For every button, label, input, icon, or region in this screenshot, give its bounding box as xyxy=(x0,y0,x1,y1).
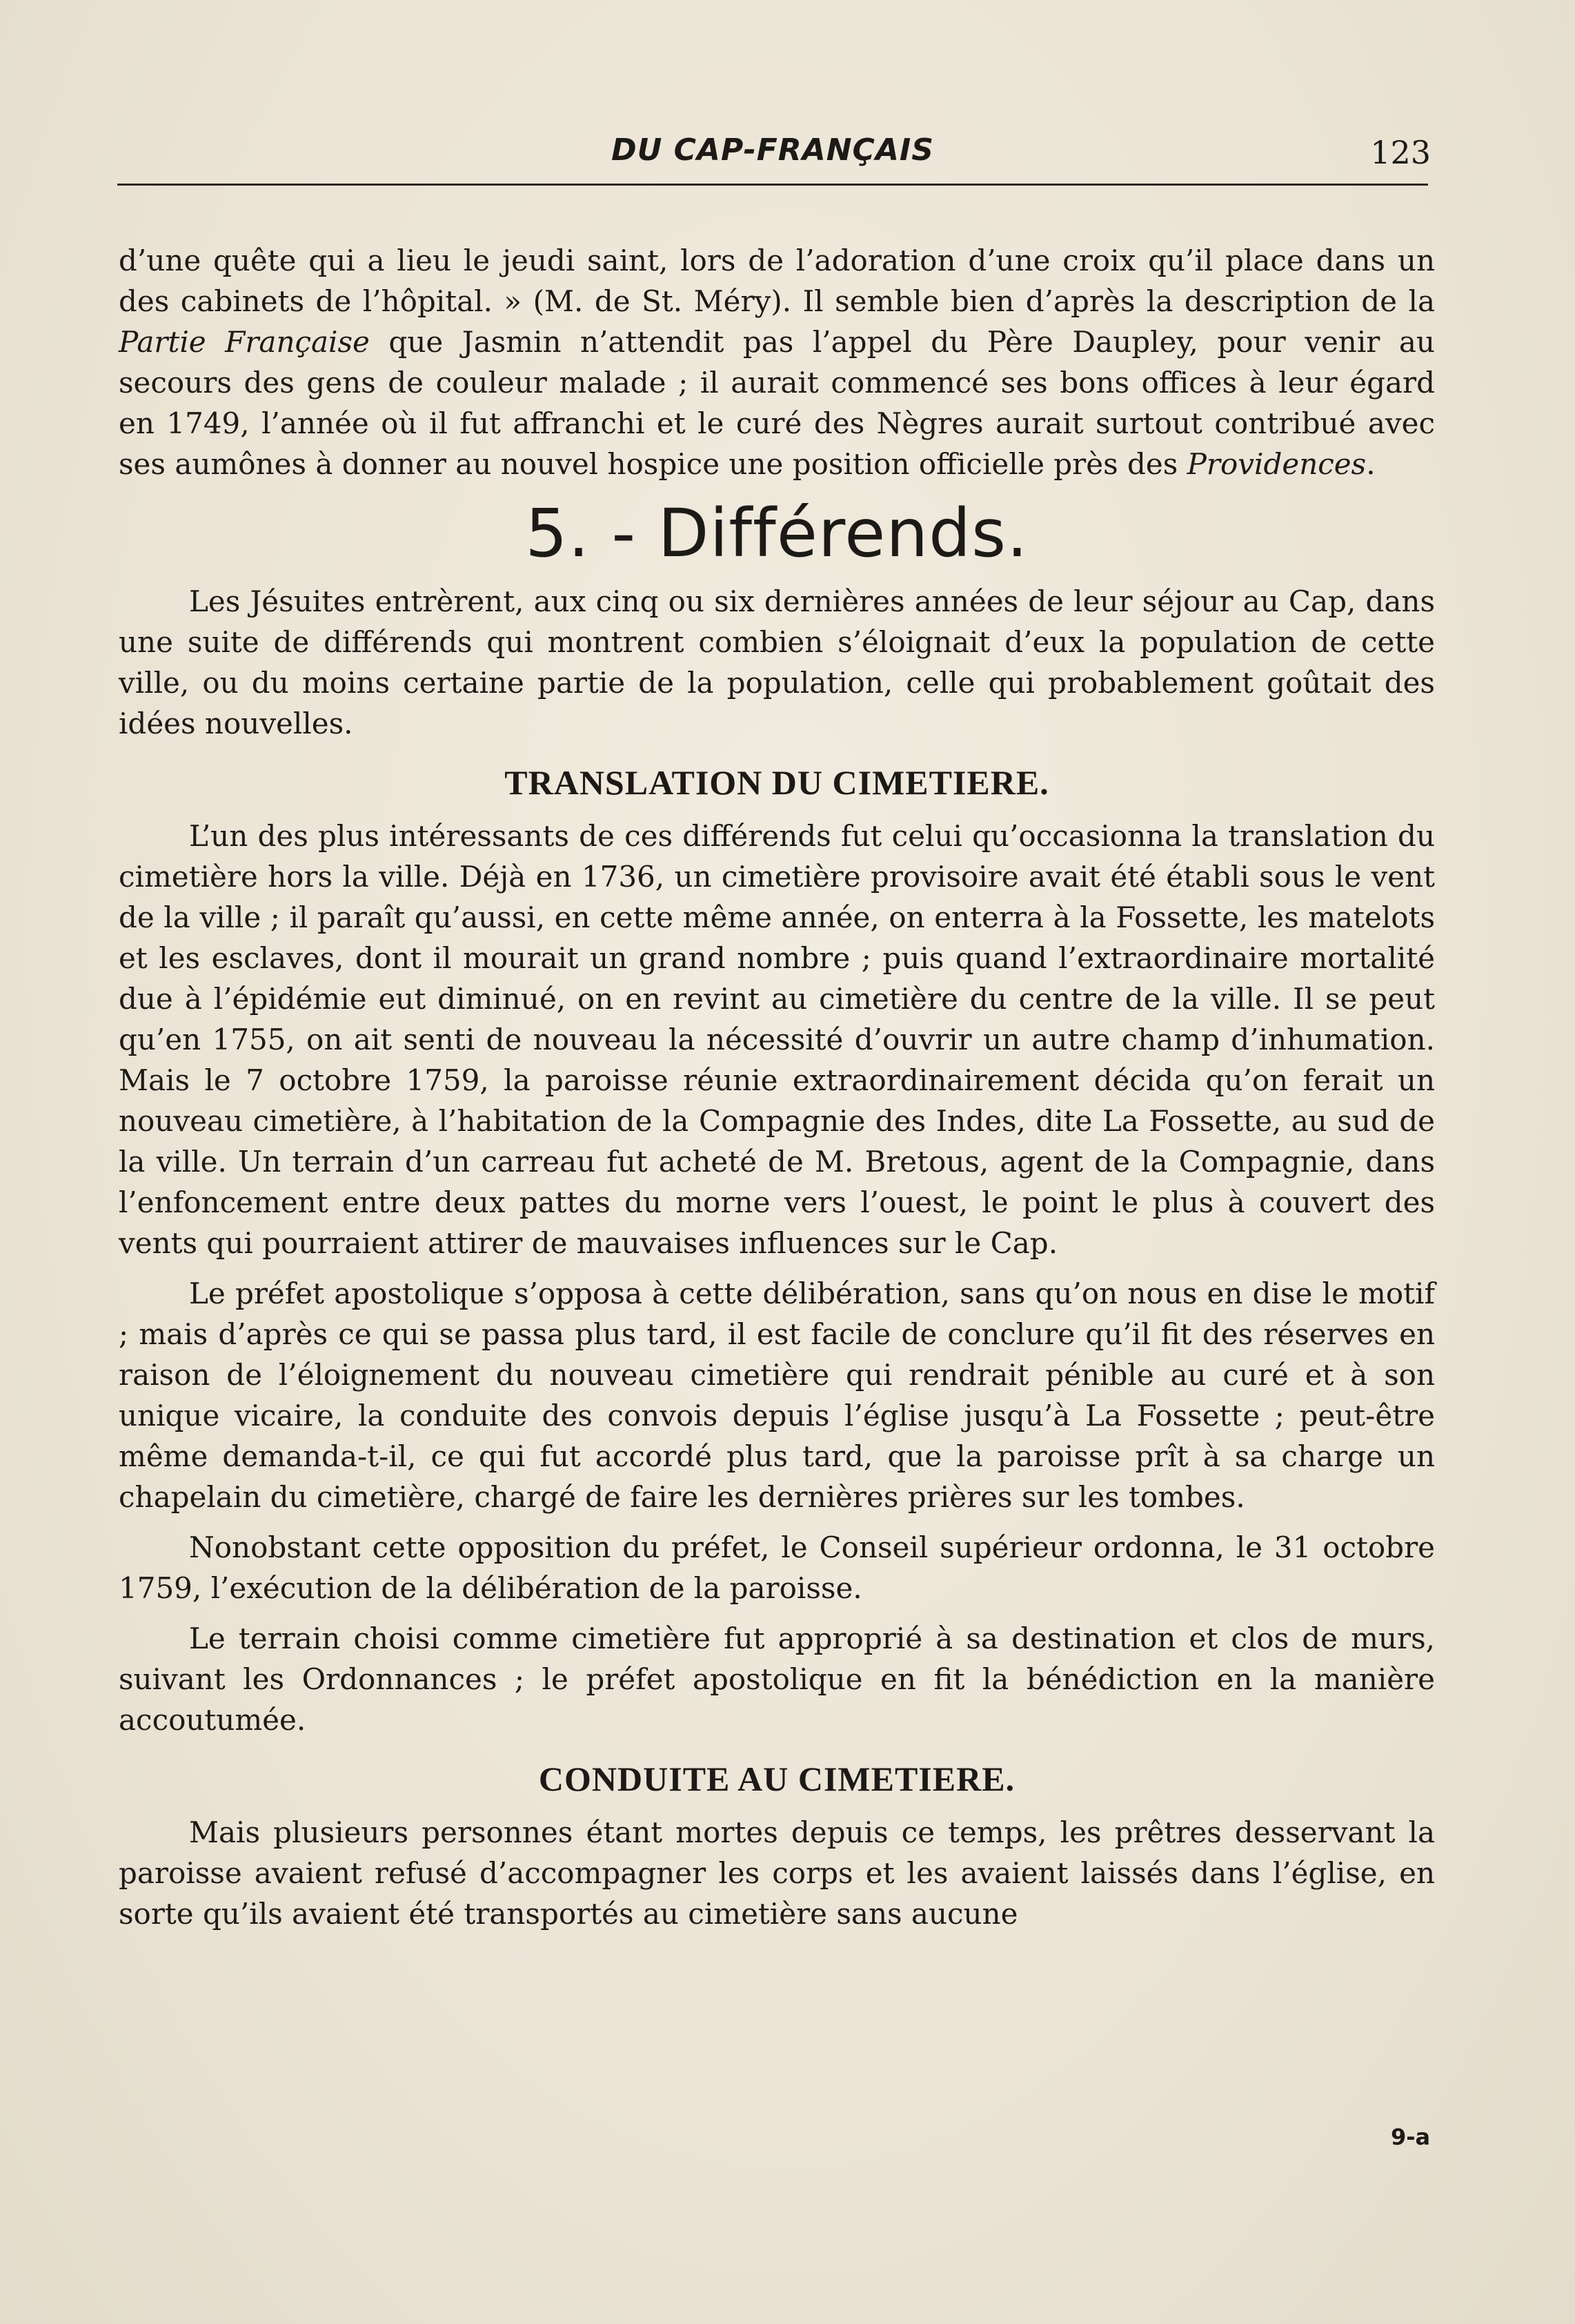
translation-paragraph-4: Le terrain choisi comme cimetière fut approprié à sa destination et clos de murs, suivant les Ordonnances ; le préfet apostolique en fit la bénédiction en la manière accoutumée. xyxy=(119,1622,1435,1737)
conduite-heading: CONDUITE AU CIMETIERE. xyxy=(538,1760,1016,1798)
work-title-partie-francaise: Partie Française xyxy=(119,325,370,359)
translation-paragraph-1: L’un des plus intéressants de ces différends fut celui qu’occasionna la translation du cimetière hors la ville. Déjà en 1736, un cimetière provisoire avait été établi sous le vent de la ville ; il paraît qu’aussi, en cette même année, on enterra à la Fossette, les matelots et les esclaves, dont il mourait un grand nombre ; puis quand l’extraordinaire mortalité due à l’épidémie eut diminué, on en revint au cimetière du centre de la ville. Il se peut qu’en 1755, on ait senti de nouveau la nécessité d’ouvrir un autre champ d’inhumation. Mais le 7 octobre 1759, la paroisse réunie extraordinairement décida qu’on ferait un nouveau cimetière, à l’habitation de la Compagnie des Indes, dite La Fossette, au sud de la ville. Un terrain d’un carreau fut acheté de M. Bretous, agent de la Compagnie, dans l’enfoncement entre deux pattes du morne vers l’ouest, le point le plus à couvert des vents qui pourraient attirer de mauvaises influences sur le Cap. xyxy=(119,819,1435,1260)
intro-paragraph xyxy=(119,240,1435,484)
section-title: 5. - Différends. xyxy=(525,495,1029,572)
signature-mark: 9-a xyxy=(1391,2124,1431,2150)
translation-heading: TRANSLATION DU CIMETIERE. xyxy=(504,763,1049,802)
header-rule xyxy=(117,184,1428,186)
conduite-paragraph: Mais plusieurs personnes étant mortes depuis ce temps, les prêtres desservant la paroisse avaient refusé d’accompagner les corps et les avaient laissés dans l’église, en sorte qu’ils avaient été transportés au cimetière sans aucune xyxy=(119,1815,1435,1931)
intro-text-3: . xyxy=(1366,447,1376,481)
intro-text-1: d’une quête qui a lieu le jeudi saint, lors de l’adoration d’une croix qu’il place dans un des cabinets de l’hôpital. » (M. de St. Méry). Il semble bien d’après la description de la xyxy=(119,244,1435,318)
translation-paragraph-2: Le préfet apostolique s’opposa à cette délibération, sans qu’on nous en dise le motif ; mais d’après ce qui se passa plus tard, il est facile de conclure qu’il fit des réserves en raison de l’éloignement du nouveau cimetière qui rendrait pénible au curé et à son unique vicaire, la conduite des convois depuis l’église jusqu’à La Fossette ; peut-être même demanda-t-il, ce qui fut accordé plus tard, que la paroisse prît à sa charge un chapelain du cimetière, chargé de faire les dernières prières sur les tombes. xyxy=(119,1277,1435,1514)
body-text xyxy=(119,240,1435,1934)
work-title-providences: Providences xyxy=(1187,447,1367,481)
section-intro-paragraph: Les Jésuites entrèrent, aux cinq ou six dernières années de leur séjour au Cap, dans une suite de différends qui montrent combien s’éloignait d’eux la population de cette ville, ou du moins certaine partie de la population, celle qui probablement goûtait des idées nouvelles. xyxy=(119,584,1435,740)
running-title: DU CAP-FRANÇAIS xyxy=(611,132,934,168)
running-header xyxy=(117,128,1431,184)
intro-text-2: que Jasmin n’attendit pas l’appel du Père Daupley, pour venir au secours des gens de couleur malade ; il aurait commencé ses bons offices à leur égard en 1749, l’année où il fut affranchi et le curé des Nègres aurait surtout contribué avec ses aumônes à donner au nouvel hospice une position officielle près des xyxy=(119,325,1435,481)
translation-paragraph-3: Nonobstant cette opposition du préfet, le Conseil supérieur ordonna, le 31 octobre 1759, l’exécution de la délibération de la paroisse. xyxy=(119,1530,1435,1605)
page-number: 123 xyxy=(1370,134,1431,171)
